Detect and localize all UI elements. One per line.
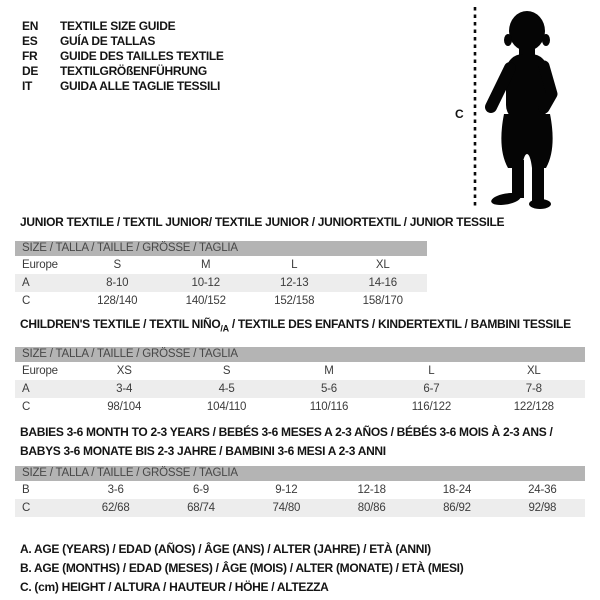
table-cell: 12-18 <box>357 484 386 496</box>
language-row <box>22 34 224 49</box>
language-code: FR <box>22 49 38 63</box>
table-cell: 104/110 <box>206 401 247 413</box>
language-title: GUIDA ALLE TAGLIE TESSILI <box>60 79 221 93</box>
table-cell: 14-16 <box>368 277 397 289</box>
size-header-bar: SIZE / TALLA / TAILLE / GRÖSSE / TAGLIA <box>15 347 585 362</box>
table-row <box>15 499 585 517</box>
table-cell: 152/158 <box>274 295 315 307</box>
row-label: Europe <box>22 365 58 377</box>
language-row <box>22 79 224 94</box>
table-row <box>15 380 585 398</box>
language-code: EN <box>22 19 39 33</box>
table-cell: 3-4 <box>116 383 133 395</box>
table-cell: 7-8 <box>525 383 542 395</box>
table-cell: 68/74 <box>187 502 215 514</box>
footnote-line: C. (cm) HEIGHT / ALTURA / HAUTEUR / HÖHE / ALTEZZA <box>20 580 329 594</box>
row-label: C <box>22 502 31 514</box>
row-label: A <box>22 383 30 395</box>
table-cell: M <box>201 259 211 271</box>
figure-graphic <box>464 2 596 212</box>
language-title: GUIDE DES TAILLES TEXTILE <box>60 49 224 63</box>
table-cell: XL <box>375 259 390 271</box>
babies-table-title-line2: BABYS 3-6 MONATE BIS 2-3 JAHRE / BAMBINI 3-6 MESI A 2-3 ANNI <box>20 444 386 458</box>
row-label: C <box>22 401 31 413</box>
table-row <box>15 256 427 274</box>
footnote-line: A. AGE (YEARS) / EDAD (AÑOS) / ÂGE (ANS) / ALTER (JAHRE) / ETÀ (ANNI) <box>20 542 431 556</box>
language-row <box>22 19 224 34</box>
language-code: DE <box>22 64 39 78</box>
table-cell: 62/68 <box>101 502 130 514</box>
table-cell: 158/170 <box>362 295 403 307</box>
table-cell: S <box>113 259 121 271</box>
table-cell: 80/86 <box>357 502 386 514</box>
language-title: GUÍA DE TALLAS <box>60 34 156 48</box>
table-cell: 74/80 <box>272 502 301 514</box>
junior-size-table <box>15 241 427 310</box>
table-row <box>15 362 585 380</box>
footnotes <box>20 540 463 597</box>
language-row <box>22 49 224 64</box>
table-row <box>15 292 427 310</box>
table-cell: 3-6 <box>107 484 124 496</box>
language-row <box>22 64 224 79</box>
table-row <box>15 274 427 292</box>
table-cell: 98/104 <box>107 401 142 413</box>
row-label: A <box>22 277 30 289</box>
table-cell: XS <box>116 365 132 377</box>
row-label: Europe <box>22 259 58 271</box>
table-cell: 8-10 <box>106 277 129 289</box>
table-cell: 110/116 <box>309 401 349 413</box>
table-cell: L <box>428 365 435 377</box>
table-cell: 18-24 <box>442 484 472 496</box>
height-label: C <box>455 107 464 121</box>
table-cell: 122/128 <box>513 401 554 413</box>
table-cell: 86/92 <box>443 502 471 514</box>
table-cell: 9-12 <box>275 484 298 496</box>
table-cell: 6-9 <box>192 484 209 496</box>
table-cell: 5-6 <box>320 383 337 395</box>
junior-table-title: JUNIOR TEXTILE / TEXTIL JUNIOR/ TEXTILE JUNIOR / JUNIORTEXTIL / JUNIOR TESSILE <box>20 215 505 229</box>
language-code: ES <box>22 34 38 48</box>
table-cell: L <box>291 259 298 271</box>
table-cell: 4-5 <box>218 383 235 395</box>
babies-table-title-line1: BABIES 3-6 MONTH TO 2-3 YEARS / BEBÉS 3-6 MESES A 2-3 AÑOS / BÉBÉS 3-6 MOIS À 2-3 ANS / <box>20 425 553 439</box>
language-title-list <box>22 19 224 94</box>
table-cell: 128/140 <box>97 295 138 307</box>
table-cell: 116/122 <box>411 401 452 413</box>
table-cell: 24-36 <box>528 484 557 496</box>
footnote-line: B. AGE (MONTHS) / EDAD (MESES) / ÂGE (MOIS) / ALTER (MONATE) / ETÀ (MESI) <box>20 561 464 575</box>
table-row <box>15 481 585 499</box>
table-cell: XL <box>526 365 541 377</box>
row-label: C <box>22 295 31 307</box>
table-cell: S <box>222 365 231 377</box>
table-cell: 92/98 <box>528 502 557 514</box>
language-title: TEXTILGRÖßENFÜHRUNG <box>60 64 207 78</box>
language-title: TEXTILE SIZE GUIDE <box>60 19 176 33</box>
toddler-silhouette-icon <box>490 11 552 209</box>
size-header-bar: SIZE / TALLA / TAILLE / GRÖSSE / TAGLIA <box>15 241 427 256</box>
row-label: B <box>22 484 30 496</box>
table-cell: 10-12 <box>191 277 220 289</box>
table-cell: 6-7 <box>423 383 440 395</box>
size-header-bar: SIZE / TALLA / TAILLE / GRÖSSE / TAGLIA <box>15 466 585 481</box>
table-cell: M <box>324 365 334 377</box>
language-code: IT <box>22 79 33 93</box>
table-cell: 12-13 <box>280 277 309 289</box>
children-table-title: CHILDREN'S TEXTILE / TEXTIL $NIÑO_{/A}$ / TEXTILE DES ENFANTS / KINDERTEXTIL / BAMBINI TESSILE <box>20 317 571 334</box>
babies-size-table <box>15 466 585 517</box>
table-cell: 140/152 <box>185 295 226 307</box>
children-size-table <box>15 347 585 416</box>
table-row <box>15 398 585 416</box>
